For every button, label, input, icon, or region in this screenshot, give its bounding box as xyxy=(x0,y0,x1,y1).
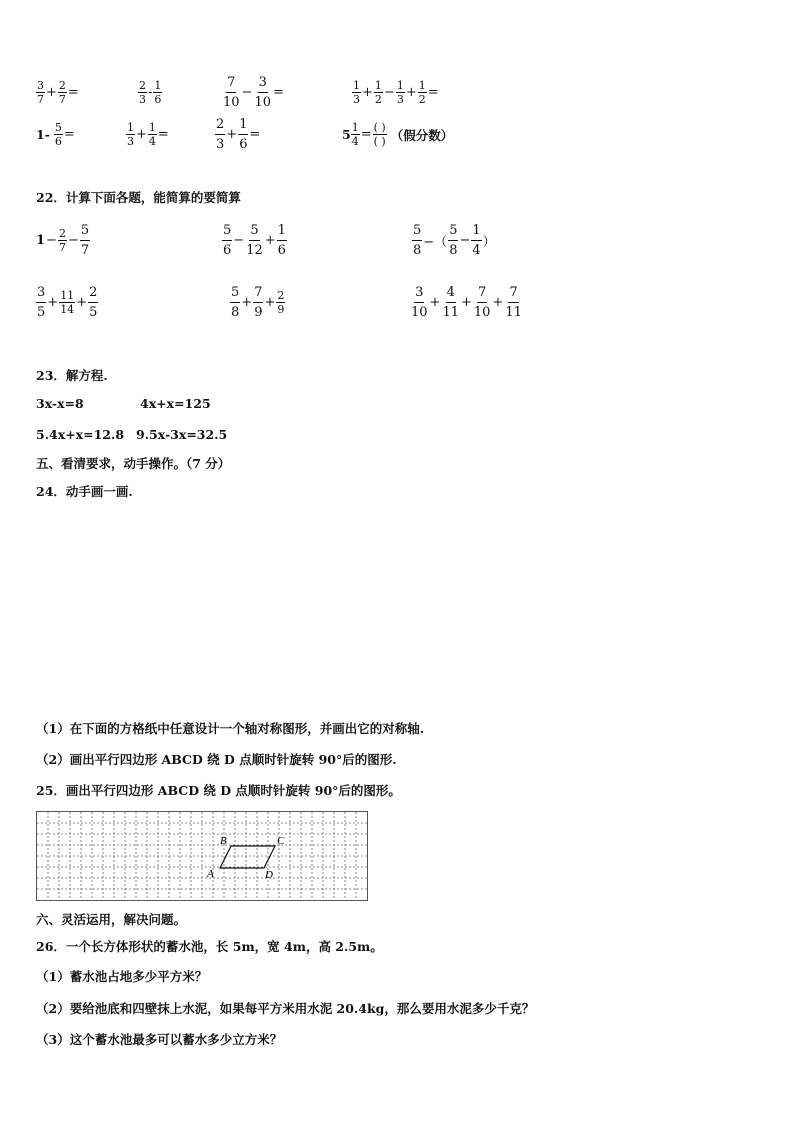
q24-part-2: （2）画出平行四边形 ABCD 绕 D 点顺时针旋转 90°后的图形. xyxy=(36,752,397,767)
q26-part-3: （3）这个蓄水池最多可以蓄水多少立方米？ xyxy=(36,1032,283,1047)
fraction: $\frac{7}{9}$ xyxy=(254,285,263,320)
expr-r1-3: $\frac{7}{10}$ − $\frac{3}{10}$ = xyxy=(223,75,284,110)
equation-3: 5.4x+x=12.8 xyxy=(36,427,125,442)
fraction: $\frac{5}{7}$ xyxy=(80,223,90,258)
expr-r1-2: $\frac{2}{3}$ - $\frac{1}{6}$ xyxy=(139,79,162,106)
fraction: $\frac{2}{5}$ xyxy=(89,285,98,320)
section-5-heading: 五、看清要求，动手操作。（7 分） xyxy=(36,456,231,471)
fraction: $\frac{1}{4}$ xyxy=(472,223,481,258)
fraction: $\frac{3}{10}$ xyxy=(411,285,428,320)
q26-title: 26．一个长方体形状的蓄水池，长 5m，宽 4m，高 2.5m。 xyxy=(36,939,383,954)
label-a: A xyxy=(207,868,214,880)
fraction: $\frac{7}{10}$ xyxy=(223,75,240,110)
fraction: $\frac{2}{7}$ xyxy=(58,79,66,106)
fraction: $\frac{5}{6}$ xyxy=(54,121,62,148)
q22-expr-c: $\frac{5}{8}$ −（ $\frac{5}{8}$ − $\frac{1}{4}$ ） xyxy=(413,223,496,258)
q26-part-1: （1）蓄水池占地多少平方米？ xyxy=(36,969,208,984)
q22-expr-e: $\frac{5}{8}$ + $\frac{7}{9}$ + $\frac{2}{9}$ xyxy=(231,285,285,320)
q24-title: 24．动手画一画. xyxy=(36,484,133,499)
label-c: C xyxy=(277,835,285,847)
fraction: $\frac{5}{6}$ xyxy=(223,223,232,258)
expr-r2-4: 5 $\frac{1}{4}$ = $\frac{( )}{( )}$ （假分数） xyxy=(342,121,454,148)
grid-lines xyxy=(37,812,367,900)
fraction: $\frac{2}{9}$ xyxy=(277,289,285,316)
fraction: $\frac{11}{14}$ xyxy=(60,289,75,316)
fraction: $\frac{5}{12}$ xyxy=(246,223,263,258)
grid-paper[interactable] xyxy=(36,811,368,901)
label-d: D xyxy=(265,869,273,881)
fraction: $\frac{5}{8}$ xyxy=(231,285,240,320)
q24-part-1: （1）在下面的方格纸中任意设计一个轴对称图形，并画出它的对称轴. xyxy=(36,721,425,736)
fraction: $\frac{1}{4}$ xyxy=(351,121,359,148)
fraction: $\frac{5}{8}$ xyxy=(449,223,458,258)
q22-expr-f: $\frac{3}{10}$ + $\frac{4}{11}$ + $\frac{7}{10}$ + $\frac{7}{11}$ xyxy=(411,285,522,320)
grid-svg xyxy=(37,812,367,900)
q25-title: 25．画出平行四边形 ABCD 绕 D 点顺时针旋转 90°后的图形。 xyxy=(36,783,401,798)
equation-1: 3x-x=8 xyxy=(36,396,84,411)
fraction: $\frac{3}{7}$ xyxy=(37,79,44,106)
q22-expr-d: $\frac{3}{5}$ + $\frac{11}{14}$ + $\frac{2}{5}$ xyxy=(37,285,98,320)
expr-r2-2: $\frac{1}{3}$ + $\frac{1}{4}$ = xyxy=(127,121,169,148)
fraction: $\frac{1}{3}$ xyxy=(127,121,134,148)
fraction: $\frac{1}{3}$ xyxy=(396,79,404,106)
q22-title: 22．计算下面各题，能简算的要简算 xyxy=(36,190,241,205)
expr-r2-3: $\frac{2}{3}$ + $\frac{1}{6}$ = xyxy=(216,117,261,152)
fraction: $\frac{7}{10}$ xyxy=(473,285,491,320)
fraction: $\frac{1}{4}$ xyxy=(148,121,156,148)
fraction: $\frac{4}{11}$ xyxy=(442,285,459,320)
expr-r1-4: $\frac{1}{3}$ + $\frac{1}{2}$ − $\frac{1}{3}$ + $\frac{1}{2}$ = xyxy=(353,79,439,106)
expr-r1-1: $\frac{3}{7}$ + $\frac{2}{7}$ = xyxy=(37,79,79,106)
fraction: $\frac{3}{10}$ xyxy=(254,75,271,110)
q22-expr-a: 1 − $\frac{2}{7}$ − $\frac{5}{7}$ xyxy=(36,223,90,258)
fraction: $\frac{1}{6}$ xyxy=(239,117,248,152)
equation-4: 9.5x-3x=32.5 xyxy=(136,427,228,442)
parallelogram-abcd xyxy=(220,846,275,868)
label-b: B xyxy=(220,835,227,847)
fraction: $\frac{7}{11}$ xyxy=(505,285,522,320)
q22-expr-b: $\frac{5}{6}$ − $\frac{5}{12}$ + $\frac{1}{6}$ xyxy=(223,223,286,258)
fraction: $\frac{2}{7}$ xyxy=(58,227,66,254)
fraction: $\frac{1}{6}$ xyxy=(154,79,162,106)
fraction: $\frac{1}{2}$ xyxy=(374,79,382,106)
fraction: $\frac{2}{3}$ xyxy=(139,79,146,106)
fraction: $\frac{1}{6}$ xyxy=(277,223,286,258)
answer-fraction-blank[interactable]: $\frac{( )}{( )}$ xyxy=(373,121,386,148)
fraction: $\frac{3}{5}$ xyxy=(37,285,46,320)
equation-2: 4x+x=125 xyxy=(140,396,211,411)
section-6-heading: 六、灵活运用，解决问题。 xyxy=(36,912,187,927)
expr-r2-1: 1- $\frac{5}{6}$ = xyxy=(36,121,75,148)
fraction: $\frac{1}{3}$ xyxy=(353,79,360,106)
fraction: $\frac{1}{2}$ xyxy=(418,79,426,106)
fraction: $\frac{5}{8}$ xyxy=(413,223,422,258)
q23-title: 23．解方程. xyxy=(36,368,108,383)
fraction: $\frac{2}{3}$ xyxy=(216,117,225,152)
q26-part-2: （2）要给池底和四壁抹上水泥，如果每平方米用水泥 20.4kg，那么要用水泥多少千克？ xyxy=(36,1001,535,1016)
